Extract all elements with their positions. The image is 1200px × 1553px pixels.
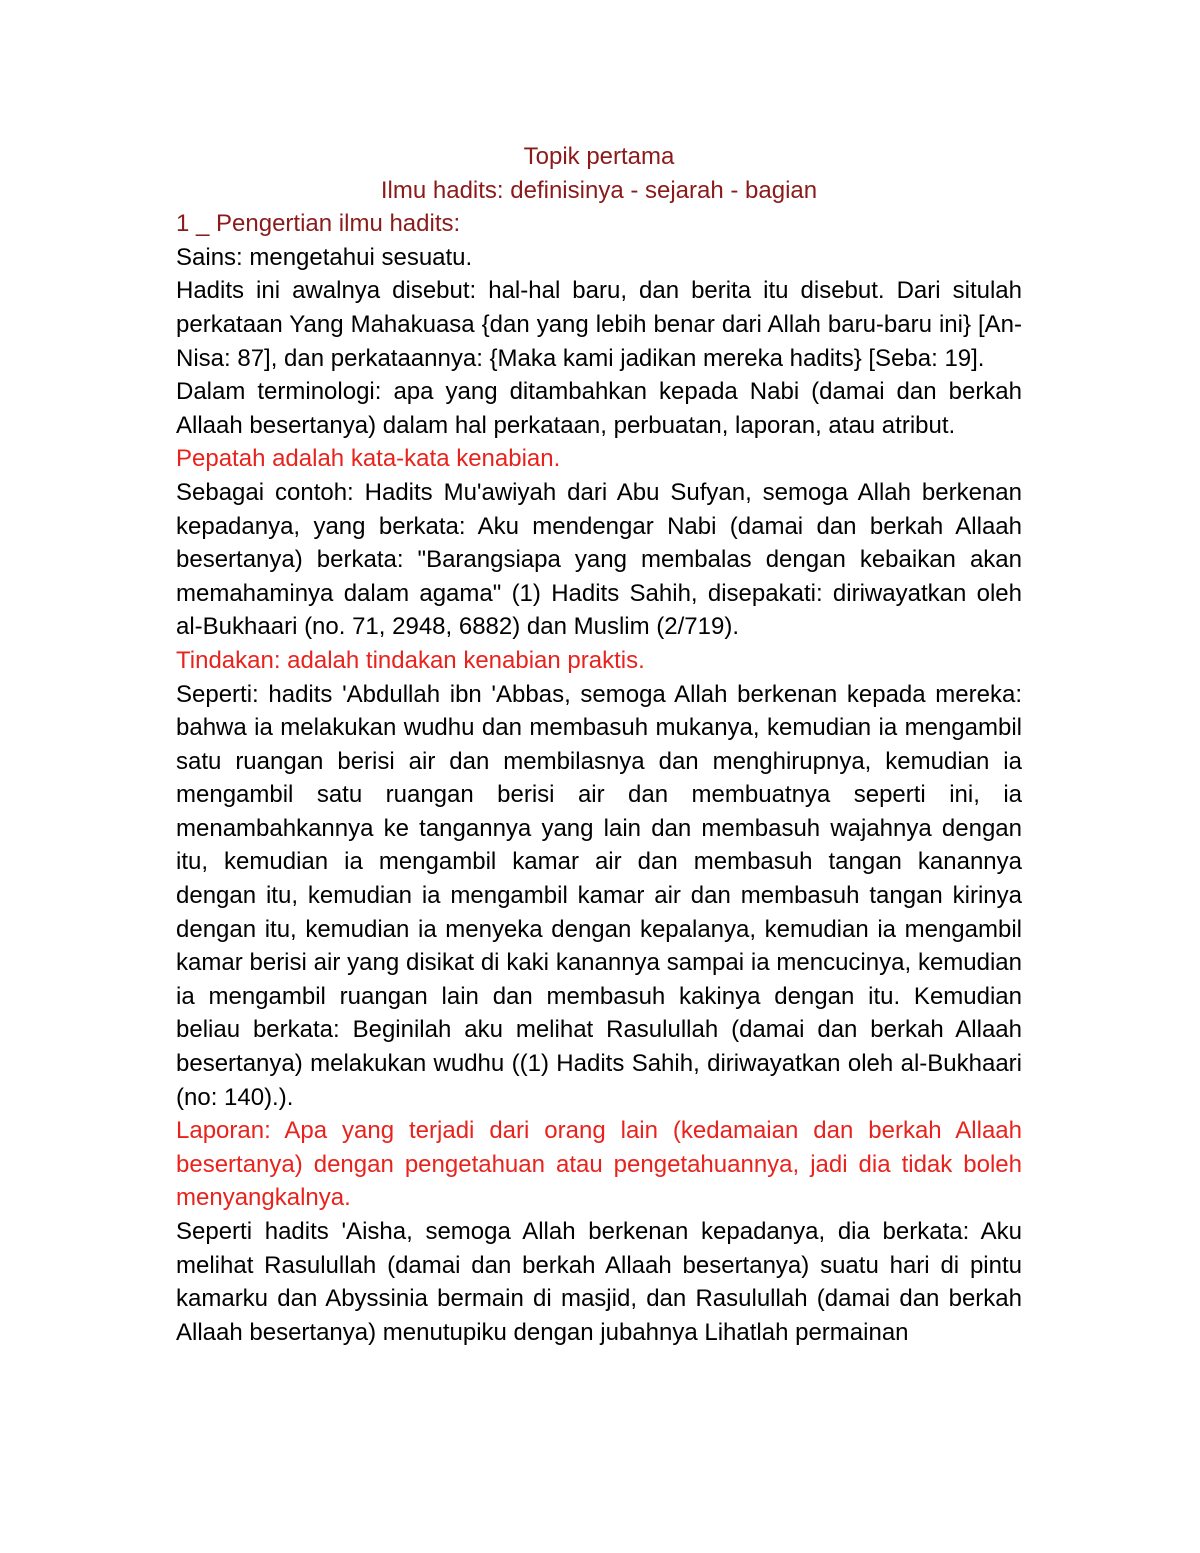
paragraph-hadits-origin: Hadits ini awalnya disebut: hal-hal baru, dan berita itu disebut. Dari situlah perkataan Yang Mahakuasa {dan yang lebih benar dari Allah baru-baru ini} [An-Nisa: 87], dan perkataannya: {Maka kami jadikan mereka hadits} [Seba: 19]. [176, 277, 1022, 372]
document-title: Topik pertama [523, 143, 675, 170]
section-heading: 1 _ Pengertian ilmu hadits: [176, 210, 461, 238]
paragraph-terminology: Dalam terminologi: apa yang ditambahkan kepada Nabi (damai dan berkah Allaah besertanya) dalam hal perkataan, perbuatan, laporan, atau atribut. [176, 378, 1022, 439]
laporan-example: Seperti hadits 'Aisha, semoga Allah berkenan kepadanya, dia berkata: Aku melihat Rasulullah (damai dan berkah Allaah besertanya) suatu hari di pintu kamarku dan Abyssinia bermain di masjid, dan Rasulullah (damai dan berkah Allaah besertanya) menutupiku dengan jubahnya Lihatlah permainan [176, 1218, 1022, 1346]
tindakan-heading: Tindakan: adalah tindakan kenabian praktis. [176, 646, 645, 674]
tindakan-example: Seperti: hadits 'Abdullah ibn 'Abbas, semoga Allah berkenan kepada mereka: bahwa ia melakukan wudhu dan membasuh mukanya, kemudian ia mengambil satu ruangan berisi air dan membilasnya dan menghirupnya, kemudian ia mengambil satu ruangan berisi air dan membuatnya seperti ini, ia menambahkannya ke tangannya yang lain dan membasuh wajahnya dengan itu, kemudian ia mengambil kamar air dan membasuh tangan kanannya dengan itu, kemudian ia mengambil kamar air dan membasuh tangan kirinya dengan itu, kemudian ia menyeka dengan kepalanya, kemudian ia mengambil kamar berisi air yang disikat di kaki kanannya sampai ia mencucinya, kemudian ia mengambil ruangan lain dan membasuh kakinya dengan itu. Kemudian beliau berkata: Beginilah aku melihat Rasulullah (damai dan berkah Allaah besertanya) melakukan wudhu ((1) Hadits Sahih, diriwayatkan oleh al-Bukhaari (no: 140).). [176, 680, 1022, 1111]
paragraph-sains: Sains: mengetahui sesuatu. [176, 243, 473, 271]
pepatah-heading: Pepatah adalah kata-kata kenabian. [176, 445, 561, 473]
document-subtitle: Ilmu hadits: definisinya - sejarah - bagian [380, 176, 818, 204]
laporan-heading: Laporan: Apa yang terjadi dari orang lain (kedamaian dan berkah Allaah besertanya) dengan pengetahuan atau pengetahuannya, jadi dia tidak boleh menyangkalnya. [176, 1117, 1022, 1212]
document-page [176, 140, 1022, 1349]
pepatah-example: Sebagai contoh: Hadits Mu'awiyah dari Abu Sufyan, semoga Allah berkenan kepadanya, yang berkata: Aku mendengar Nabi (damai dan berkah Allaah besertanya) berkata: "Barangsiapa yang membalas dengan kebaikan akan memahaminya dalam agama" (1) Hadits Sahih, disepakati: diriwayatkan oleh al-Bukhaari (no. 71, 2948, 6882) dan Muslim (2/719). [176, 478, 1022, 641]
